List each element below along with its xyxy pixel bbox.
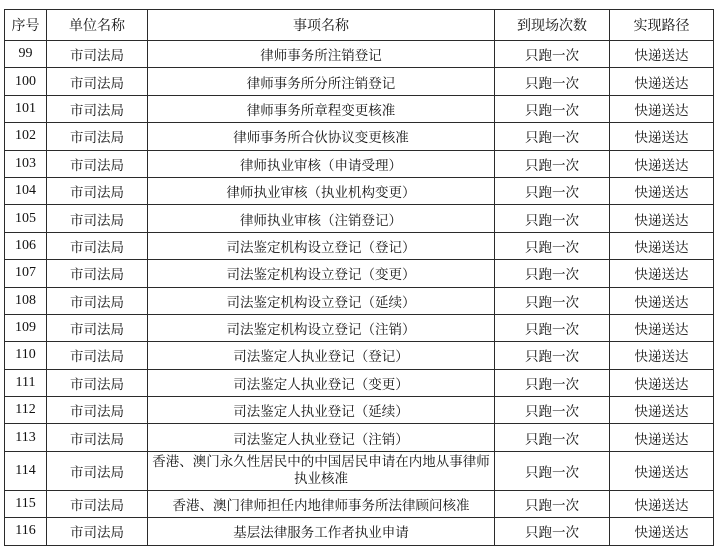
table-row [5,150,714,177]
cell-item: 司法鉴定人执业登记（登记） [148,342,495,369]
cell-item: 司法鉴定机构设立登记（注销） [148,314,495,341]
cell-unit: 市司法局 [47,314,148,341]
cell-seq: 100 [5,68,47,95]
cell-item: 司法鉴定机构设立登记（变更） [148,260,495,287]
cell-seq: 107 [5,260,47,287]
cell-unit: 市司法局 [47,95,148,122]
service-items-table [4,9,714,546]
cell-visits: 只跑一次 [495,68,610,95]
cell-path: 快递送达 [610,451,714,490]
cell-visits: 只跑一次 [495,369,610,396]
cell-item: 司法鉴定人执业登记（延续） [148,397,495,424]
cell-item: 司法鉴定人执业登记（注销） [148,424,495,451]
cell-unit: 市司法局 [47,424,148,451]
table-row [5,287,714,314]
table-row [5,123,714,150]
cell-seq: 113 [5,424,47,451]
table-body [5,41,714,546]
table-row [5,490,714,517]
cell-item: 司法鉴定机构设立登记（延续） [148,287,495,314]
table-row [5,314,714,341]
table-row [5,342,714,369]
cell-seq: 99 [5,41,47,68]
table-row [5,232,714,259]
cell-item: 司法鉴定人执业登记（变更） [148,369,495,396]
table-row [5,41,714,68]
cell-seq: 105 [5,205,47,232]
table-row [5,451,714,490]
cell-unit: 市司法局 [47,177,148,204]
table-row [5,424,714,451]
cell-path: 快递送达 [610,68,714,95]
cell-path: 快递送达 [610,369,714,396]
cell-item: 律师事务所注销登记 [148,41,495,68]
cell-unit: 市司法局 [47,232,148,259]
table-row [5,518,714,545]
cell-visits: 只跑一次 [495,490,610,517]
cell-path: 快递送达 [610,177,714,204]
table-row [5,397,714,424]
cell-unit: 市司法局 [47,287,148,314]
table-header-row [5,10,714,41]
cell-visits: 只跑一次 [495,123,610,150]
cell-path: 快递送达 [610,342,714,369]
cell-seq: 114 [5,451,47,490]
cell-visits: 只跑一次 [495,41,610,68]
cell-item: 基层法律服务工作者执业申请 [148,518,495,545]
cell-path: 快递送达 [610,287,714,314]
cell-seq: 115 [5,490,47,517]
cell-unit: 市司法局 [47,397,148,424]
header-path: 实现路径 [610,10,714,41]
cell-unit: 市司法局 [47,68,148,95]
cell-path: 快递送达 [610,260,714,287]
table-row [5,68,714,95]
cell-seq: 111 [5,369,47,396]
header-visits: 到现场次数 [495,10,610,41]
table-row [5,95,714,122]
cell-item: 律师执业审核（申请受理） [148,150,495,177]
cell-seq: 110 [5,342,47,369]
cell-unit: 市司法局 [47,490,148,517]
cell-path: 快递送达 [610,205,714,232]
cell-visits: 只跑一次 [495,232,610,259]
cell-seq: 112 [5,397,47,424]
cell-path: 快递送达 [610,314,714,341]
header-seq: 序号 [5,10,47,41]
cell-unit: 市司法局 [47,518,148,545]
cell-seq: 106 [5,232,47,259]
cell-visits: 只跑一次 [495,177,610,204]
table-row [5,260,714,287]
cell-item: 律师事务所章程变更核准 [148,95,495,122]
cell-visits: 只跑一次 [495,451,610,490]
cell-path: 快递送达 [610,424,714,451]
cell-visits: 只跑一次 [495,342,610,369]
cell-item: 香港、澳门永久性居民中的中国居民申请在内地从事律师执业核准 [148,451,495,490]
cell-seq: 116 [5,518,47,545]
cell-visits: 只跑一次 [495,260,610,287]
cell-item: 律师执业审核（执业机构变更） [148,177,495,204]
cell-seq: 109 [5,314,47,341]
cell-path: 快递送达 [610,150,714,177]
table-row [5,205,714,232]
cell-unit: 市司法局 [47,260,148,287]
cell-seq: 108 [5,287,47,314]
cell-path: 快递送达 [610,95,714,122]
cell-visits: 只跑一次 [495,518,610,545]
cell-item: 司法鉴定机构设立登记（登记） [148,232,495,259]
cell-visits: 只跑一次 [495,150,610,177]
cell-unit: 市司法局 [47,451,148,490]
cell-unit: 市司法局 [47,369,148,396]
table-row [5,177,714,204]
header-unit: 单位名称 [47,10,148,41]
cell-visits: 只跑一次 [495,424,610,451]
cell-item: 香港、澳门律师担任内地律师事务所法律顾问核准 [148,490,495,517]
cell-path: 快递送达 [610,518,714,545]
cell-seq: 101 [5,95,47,122]
cell-unit: 市司法局 [47,123,148,150]
cell-item: 律师事务所合伙协议变更核准 [148,123,495,150]
cell-unit: 市司法局 [47,41,148,68]
service-items-table-container [4,9,713,546]
cell-seq: 104 [5,177,47,204]
cell-item: 律师事务所分所注销登记 [148,68,495,95]
cell-visits: 只跑一次 [495,314,610,341]
cell-seq: 102 [5,123,47,150]
cell-unit: 市司法局 [47,342,148,369]
cell-visits: 只跑一次 [495,397,610,424]
cell-unit: 市司法局 [47,150,148,177]
cell-visits: 只跑一次 [495,205,610,232]
table-row [5,369,714,396]
cell-path: 快递送达 [610,232,714,259]
cell-path: 快递送达 [610,490,714,517]
cell-visits: 只跑一次 [495,95,610,122]
cell-path: 快递送达 [610,123,714,150]
cell-visits: 只跑一次 [495,287,610,314]
cell-seq: 103 [5,150,47,177]
cell-unit: 市司法局 [47,205,148,232]
cell-path: 快递送达 [610,41,714,68]
cell-item: 律师执业审核（注销登记） [148,205,495,232]
cell-path: 快递送达 [610,397,714,424]
header-item: 事项名称 [148,10,495,41]
